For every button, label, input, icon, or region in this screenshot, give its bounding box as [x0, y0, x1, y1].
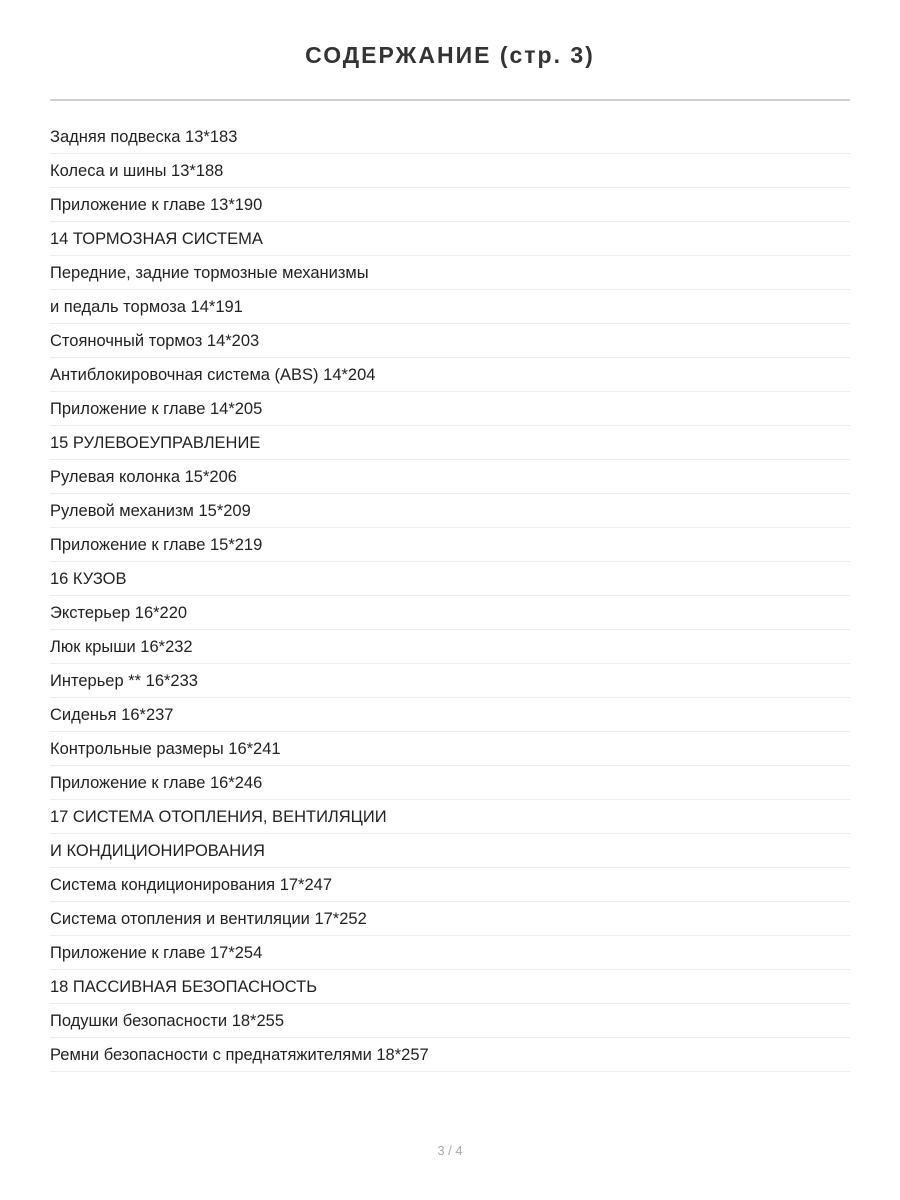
- toc-entry: Приложение к главе 16*246: [50, 766, 850, 800]
- toc-entry: Колеса и шины 13*188: [50, 154, 850, 188]
- toc-entry: Приложение к главе 14*205: [50, 392, 850, 426]
- toc-entry: Стояночный тормоз 14*203: [50, 324, 850, 358]
- toc-entry: Люк крыши 16*232: [50, 630, 850, 664]
- toc-entry: Экстерьер 16*220: [50, 596, 850, 630]
- toc-entry: Подушки безопасности 18*255: [50, 1004, 850, 1038]
- toc-entry: 17 СИСТЕМА ОТОПЛЕНИЯ, ВЕНТИЛЯЦИИ: [50, 800, 850, 834]
- toc-entry: и педаль тормоза 14*191: [50, 290, 850, 324]
- toc-entry: 18 ПАССИВНАЯ БЕЗОПАСНОСТЬ: [50, 970, 850, 1004]
- page-indicator: 3 / 4: [437, 1143, 463, 1158]
- toc-list: [50, 120, 850, 1072]
- toc-entry: И КОНДИЦИОНИРОВАНИЯ: [50, 834, 850, 868]
- toc-entry: 14 ТОРМОЗНАЯ СИСТЕМА: [50, 222, 850, 256]
- page-title: СОДЕРЖАНИЕ (стр. 3): [305, 42, 595, 68]
- toc-entry: Рулевой механизм 15*209: [50, 494, 850, 528]
- toc-entry: Ремни безопасности с преднатяжителями 18*257: [50, 1038, 850, 1072]
- toc-entry: 15 РУЛЕВОЕУПРАВЛЕНИЕ: [50, 426, 850, 460]
- toc-entry: Рулевая колонка 15*206: [50, 460, 850, 494]
- toc-entry: Сиденья 16*237: [50, 698, 850, 732]
- toc-entry: Антиблокировочная система (ABS) 14*204: [50, 358, 850, 392]
- toc-entry: Задняя подвеска 13*183: [50, 120, 850, 154]
- toc-entry: Контрольные размеры 16*241: [50, 732, 850, 766]
- toc-entry: 16 КУЗОВ: [50, 562, 850, 596]
- title-divider: [50, 99, 850, 101]
- toc-entry: Система кондиционирования 17*247: [50, 868, 850, 902]
- toc-entry: Приложение к главе 15*219: [50, 528, 850, 562]
- toc-entry: Интерьер ** 16*233: [50, 664, 850, 698]
- toc-entry: Приложение к главе 17*254: [50, 936, 850, 970]
- toc-entry: Приложение к главе 13*190: [50, 188, 850, 222]
- toc-entry: Передние, задние тормозные механизмы: [50, 256, 850, 290]
- toc-entry: Система отопления и вентиляции 17*252: [50, 902, 850, 936]
